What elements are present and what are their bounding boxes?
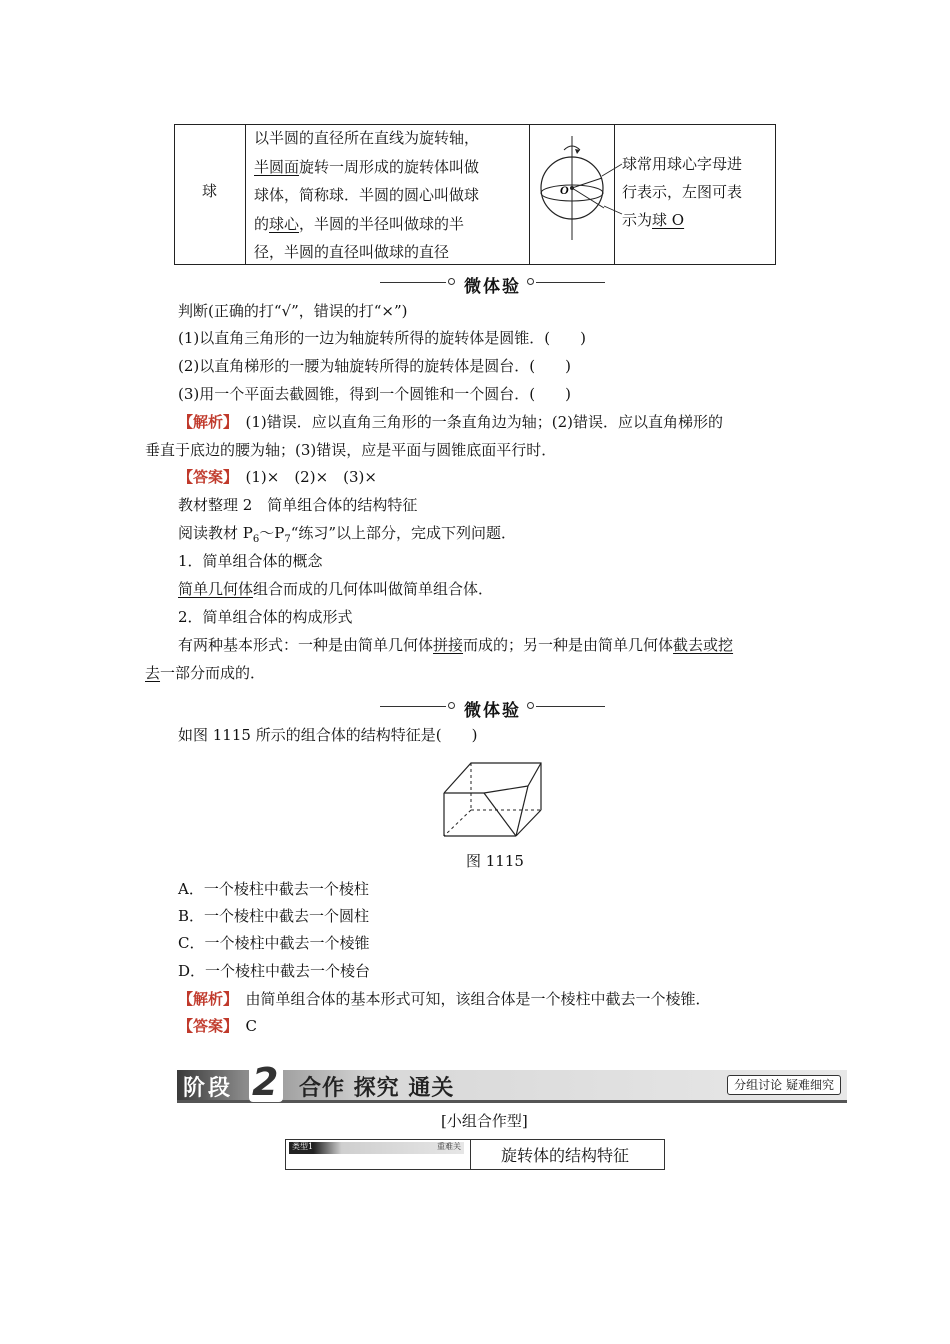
answer-line: 【答案】 C bbox=[178, 1017, 257, 1035]
judge-instruction: 判断(正确的打“√”，错误的打“×”) bbox=[178, 302, 408, 320]
form-text-continuation: 去一部分而成的． bbox=[145, 664, 266, 682]
answer-tag: 【答案】 bbox=[178, 1017, 231, 1035]
option-c: C．一个棱柱中截去一个棱锥 bbox=[178, 934, 370, 952]
form-heading: 2．简单组合体的构成形式 bbox=[178, 608, 353, 626]
answer-tag: 【答案】 bbox=[178, 468, 231, 486]
micro-experience-header: 微体验 bbox=[380, 696, 605, 718]
table-row-label: 球 bbox=[202, 182, 218, 200]
option-a: A．一个棱柱中截去一个棱柱 bbox=[178, 880, 369, 898]
analysis-line: 【解析】 由简单组合体的基本形式可知，该组合体是一个棱柱中截去一个棱锥． bbox=[178, 990, 711, 1008]
sphere-center-label: O bbox=[560, 183, 569, 197]
figure-question: 如图 1115 所示的组合体的结构特征是( ) bbox=[178, 726, 478, 744]
question-3: (3)用一个平面去截圆锥，得到一个圆锥和一个圆台．( ) bbox=[178, 385, 571, 403]
analysis-continuation: 垂直于底边的腰为轴；(3)错误，应是平面与圆锥底面平行时． bbox=[145, 441, 557, 459]
notation-line: 球常用球心字母进 bbox=[622, 155, 743, 173]
stage-tag: 分组讨论 疑难细究 bbox=[727, 1075, 841, 1095]
sphere-definition-text bbox=[254, 124, 524, 267]
sphere-notation-text bbox=[622, 150, 770, 234]
stage-label: 阶段 bbox=[183, 1076, 234, 1101]
leader-lines bbox=[600, 150, 624, 230]
micro-experience-header: 微体验 bbox=[380, 272, 605, 294]
type-box-title: 旋转体的结构特征 bbox=[501, 1146, 630, 1165]
stage-heading: 合作 探究 通关 bbox=[299, 1076, 455, 1101]
concept-heading: 1．简单组合体的概念 bbox=[178, 552, 323, 570]
notation-line: 示为球 O bbox=[622, 211, 685, 229]
answer-line: 【答案】 (1)× (2)× (3)× bbox=[178, 468, 377, 486]
option-d: D．一个棱柱中截去一个棱台 bbox=[178, 962, 371, 980]
type-box-bar: 类型1 重难关 bbox=[289, 1142, 464, 1154]
definition-line: 以半圆的直径所在直线为旋转轴， bbox=[254, 129, 480, 147]
concept-text: 简单几何体组合而成的几何体叫做简单组合体． bbox=[178, 580, 494, 598]
definition-line: 半圆面旋转一周形成的旋转体叫做 bbox=[254, 157, 480, 176]
reading-instruction: 阅读教材 $P_6\sim P_7“$练习”以上部分，完成下列问题． bbox=[178, 524, 517, 545]
question-1: (1)以直角三角形的一边为轴旋转所得的旋转体是圆锥．( ) bbox=[178, 329, 586, 347]
form-text: 有两种基本形式：一种是由简单几何体拼接而成的；另一种是由简单几何体截去或挖 bbox=[178, 636, 734, 654]
section-title: 教材整理 2 简单组合体的结构特征 bbox=[178, 496, 418, 514]
table-divider bbox=[245, 125, 246, 264]
analysis-tag: 【解析】 bbox=[178, 990, 231, 1008]
question-2: (2)以直角梯形的一腰为轴旋转所得的旋转体是圆台．( ) bbox=[178, 357, 571, 375]
notation-line: 行表示，左图可表 bbox=[622, 183, 743, 201]
prism-figure bbox=[438, 756, 546, 840]
type-box bbox=[285, 1139, 665, 1170]
definition-line: 径，半圆的直径叫做球的直径 bbox=[254, 243, 450, 262]
group-label: [小组合作型] bbox=[441, 1112, 528, 1130]
analysis-line: 【解析】 (1)错误．应以直角三角形的一条直角边为轴；(2)错误．应以直角梯形的 bbox=[178, 413, 724, 431]
stage-banner bbox=[177, 1060, 847, 1104]
figure-caption: 图 1115 bbox=[466, 852, 524, 870]
definition-line: 球体，简称球．半圆的圆心叫做球 bbox=[254, 186, 480, 205]
stage-number-badge: 2 bbox=[249, 1064, 283, 1102]
analysis-tag: 【解析】 bbox=[178, 413, 231, 431]
definition-line: 的球心，半圆的半径叫做球的半 bbox=[254, 214, 465, 233]
option-b: B．一个棱柱中截去一个圆柱 bbox=[178, 907, 370, 925]
